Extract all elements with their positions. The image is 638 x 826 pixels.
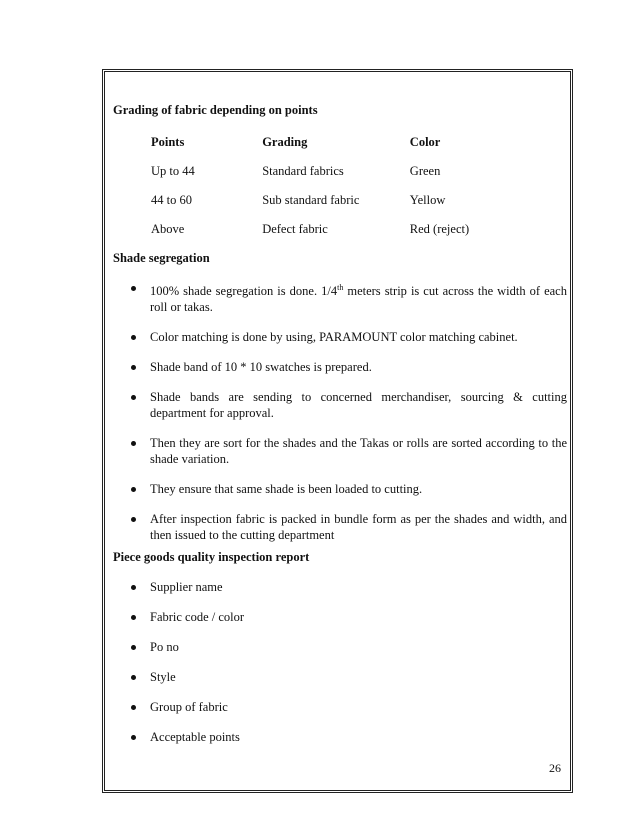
- table-cell: Green: [409, 164, 441, 178]
- shade-item-text-end: meters strip is cut across the width of each roll or takas.: [150, 284, 567, 315]
- list-item: [113, 359, 567, 375]
- list-item: [113, 699, 567, 715]
- list-item: [113, 389, 567, 421]
- grading-heading: Grading of fabric depending on points: [113, 103, 318, 117]
- bullet-icon: [131, 487, 136, 492]
- list-item: [113, 639, 567, 655]
- shade-heading: Shade segregation: [113, 251, 210, 265]
- table-cell: Above: [151, 222, 185, 236]
- bullet-icon: [131, 645, 136, 650]
- header-points: Points: [151, 135, 185, 149]
- list-item-text: Po no: [150, 640, 179, 655]
- list-item-text: Fabric code / color: [150, 610, 245, 625]
- list-item-text: Shade band of 10 * 10 swatches is prepared.: [150, 360, 372, 375]
- superscript-th: th: [337, 283, 344, 292]
- list-item-text: Color matching is done by using, PARAMOUNT color matching cabinet.: [150, 330, 518, 345]
- table-cell: 44 to 60: [151, 193, 192, 207]
- report-list: [113, 579, 567, 745]
- shade-item-text-start: 100% shade segregation is done. 1/4: [150, 284, 338, 299]
- table-cell: Sub standard fabric: [262, 193, 360, 207]
- table-header-row: [151, 134, 567, 163]
- list-item-text: After inspection fabric is packed in bundle form as per the shades and width, and then issued to the cutting department: [150, 512, 567, 543]
- list-item: [113, 579, 567, 595]
- shade-list: [113, 280, 567, 543]
- bullet-icon: [131, 395, 136, 400]
- table-cell: Defect fabric: [262, 222, 328, 236]
- list-item: [113, 280, 567, 315]
- bullet-icon: [131, 365, 136, 370]
- header-grading: Grading: [262, 135, 308, 149]
- list-item: [113, 609, 567, 625]
- grading-table: [151, 134, 567, 250]
- bullet-icon: [131, 517, 136, 522]
- table-cell: Standard fabrics: [262, 164, 344, 178]
- table-cell: Yellow: [409, 193, 446, 207]
- list-item: [113, 511, 567, 543]
- list-item-text: Shade bands are sending to concerned merchandiser, sourcing & cutting department for approval.: [150, 390, 567, 421]
- list-item: [113, 669, 567, 685]
- list-item-text: Acceptable points: [150, 730, 240, 745]
- bullet-icon: [131, 615, 136, 620]
- list-item: [113, 481, 567, 497]
- report-heading: Piece goods quality inspection report: [113, 550, 310, 565]
- table-row: [151, 221, 567, 250]
- list-item-text: Style: [150, 670, 176, 685]
- header-color: Color: [409, 135, 441, 149]
- bullet-icon: [131, 335, 136, 340]
- list-item-text: They ensure that same shade is been loaded to cutting.: [150, 482, 423, 497]
- table-row: [151, 192, 567, 221]
- list-item: [113, 329, 567, 345]
- bullet-icon: [131, 675, 136, 680]
- list-item-text: Group of fabric: [150, 700, 228, 715]
- document-content: [113, 102, 567, 759]
- list-item-text: Then they are sort for the shades and the Takas or rolls are sorted according to the shade variation.: [150, 436, 567, 467]
- table-row: [151, 163, 567, 192]
- list-item-text: Supplier name: [150, 580, 223, 595]
- bullet-icon: [131, 705, 136, 710]
- page-number: 26: [549, 761, 561, 775]
- table-cell: Up to 44: [151, 164, 195, 178]
- list-item: [113, 435, 567, 467]
- bullet-icon: [131, 286, 136, 291]
- table-cell: Red (reject): [409, 222, 470, 236]
- list-item: [113, 729, 567, 745]
- bullet-icon: [131, 735, 136, 740]
- bullet-icon: [131, 441, 136, 446]
- bullet-icon: [131, 585, 136, 590]
